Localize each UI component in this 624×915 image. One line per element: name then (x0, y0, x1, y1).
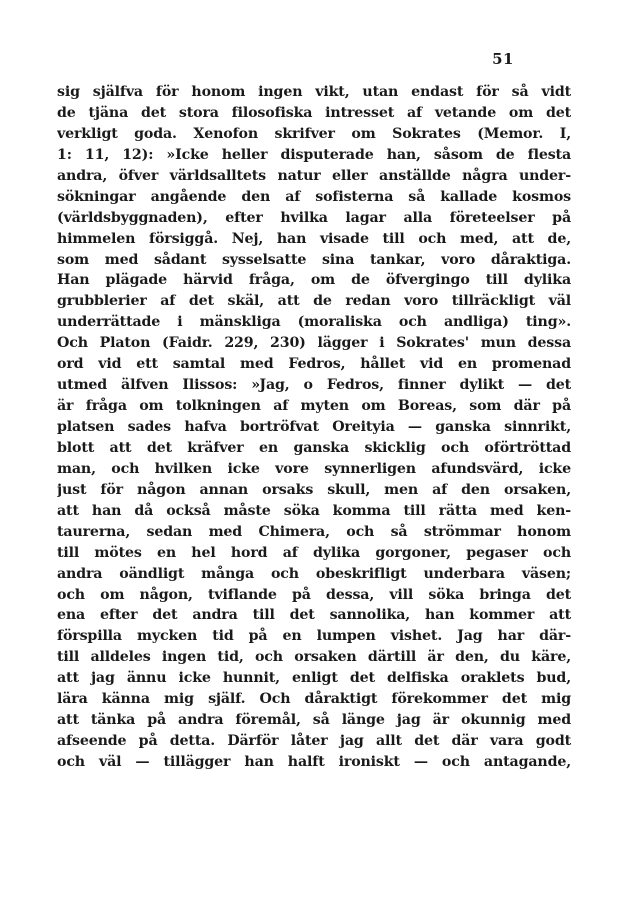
text-line: underrättade i mänskliga (moraliska och andliga) ting». (57, 314, 571, 331)
text-line: att jag ännu icke hunnit, enligt det delfiska oraklets bud, (57, 670, 571, 687)
text-line: blott att det kräfver en ganska skicklig och oförtröttad (57, 439, 571, 456)
text-line: att han då också måste söka komma till rätta med ken- (57, 502, 571, 519)
text-line: sökningar angående den af sofisterna så kallade kosmos (57, 188, 571, 205)
text-line: till alldeles ingen tid, och orsaken därtill är den, du käre, (57, 649, 571, 666)
text-line: afseende på detta. Därför låter jag allt det där vara godt (57, 733, 571, 750)
text-line: lära känna mig själf. Och dåraktigt förekommer det mig (57, 691, 571, 708)
text-line: 1: 11, 12): »Icke heller disputerade han, såsom de flesta (57, 146, 571, 163)
text-line: Han plägade härvid fråga, om de öfvergingo till dylika (57, 272, 571, 289)
text-line: (världsbyggnaden), efter hvilka lagar alla företeelser på (57, 209, 571, 226)
text-line: till mötes en hel hord af dylika gorgoner, pegaser och (57, 544, 571, 561)
text-line: och om någon, tviflande på dessa, vill söka bringa det (57, 586, 571, 603)
text-line: taurerna, sedan med Chimera, och så strömmar honom (57, 523, 571, 540)
text-line: andra, öfver världsalltets natur eller anställde några under- (57, 167, 571, 184)
text-line: och väl — tillägger han halft ironiskt — och antagande, (57, 754, 571, 770)
body-text (57, 82, 571, 773)
text-line: himmelen försiggå. Nej, han visade till och med, att de, (57, 230, 571, 247)
text-line: man, och hvilken icke vore synnerligen afundsvärd, icke (57, 460, 571, 477)
text-line: sig själfva för honom ingen vikt, utan endast för så vidt (57, 84, 571, 100)
text-line: som med sådant sysselsatte sina tankar, voro dåraktiga. (57, 251, 571, 268)
text-line: att tänka på andra föremål, så länge jag är okunnig med (57, 712, 571, 729)
text-line: ena efter det andra till det sannolika, han kommer att (57, 607, 571, 624)
text-line: verkligt goda. Xenofon skrifver om Sokrates (Memor. I, (57, 125, 571, 142)
text-line: Och Platon (Faidr. 229, 230) lägger i Sokrates' mun dessa (57, 335, 571, 352)
text-line: platsen sades hafva bortröfvat Oreityia — ganska sinnrikt, (57, 419, 571, 435)
text-line: grubblerier af det skäl, att de redan voro tillräckligt väl (57, 293, 571, 310)
text-line: är fråga om tolkningen af myten om Boreas, som där på (57, 398, 571, 415)
text-line: förspilla mycken tid på en lumpen vishet. Jag har där- (57, 628, 571, 645)
text-line: andra oändligt många och obeskrifligt underbara väsen; (57, 565, 571, 582)
text-line: de tjäna det stora filosofiska intresset af vetande om det (57, 104, 571, 121)
text-line: utmed älfven Ilissos: »Jag, o Fedros, finner dylikt — det (57, 377, 571, 394)
page-number: 51 (492, 50, 514, 68)
text-line: just för någon annan orsaks skull, men af den orsaken, (57, 481, 571, 498)
text-line: ord vid ett samtal med Fedros, hållet vid en promenad (57, 356, 571, 373)
